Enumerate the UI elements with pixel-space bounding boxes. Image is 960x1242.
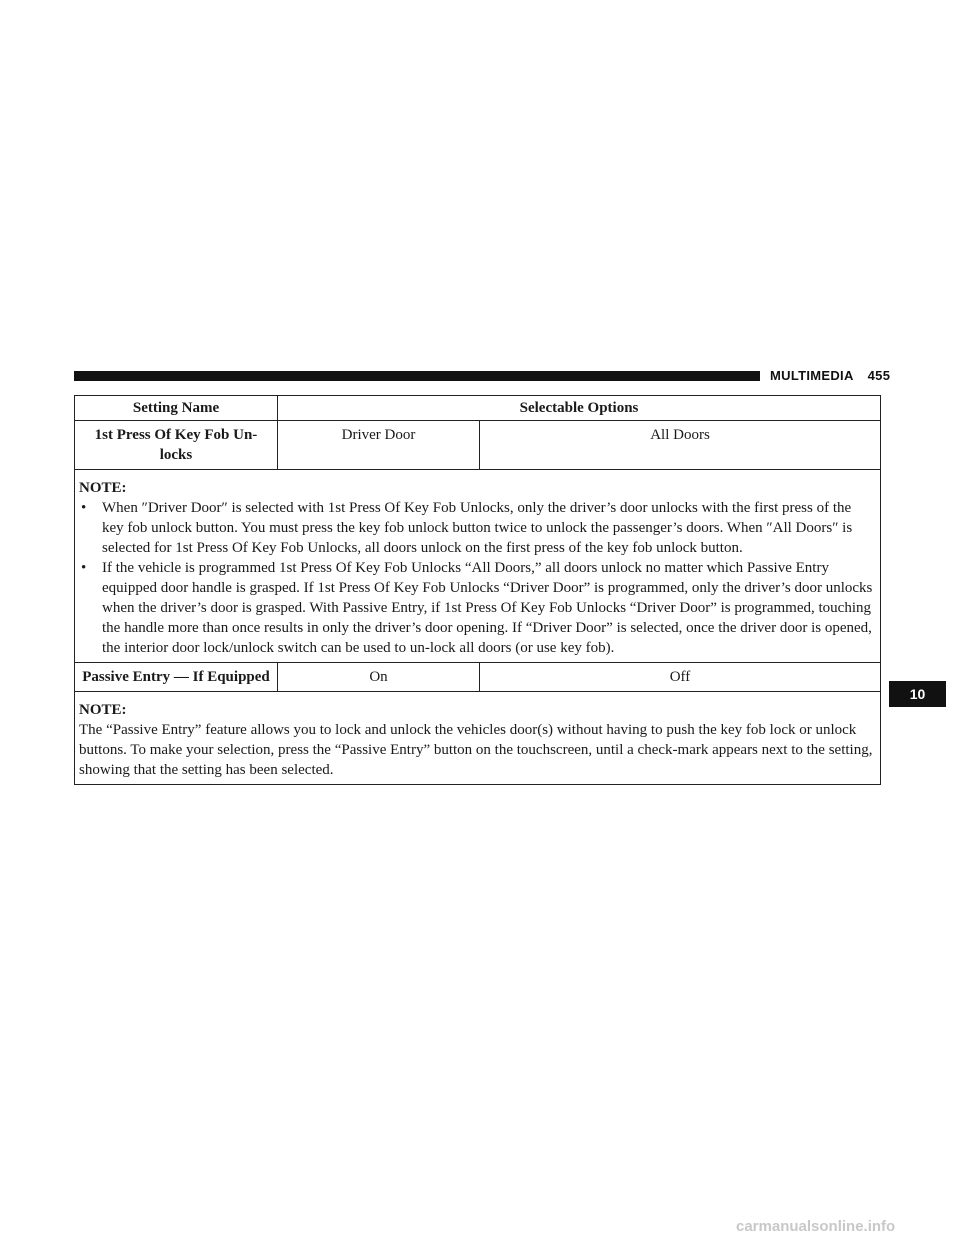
section-title: MULTIMEDIA	[770, 368, 854, 383]
table-row	[75, 663, 880, 692]
table-row	[75, 421, 880, 470]
bullet-icon: •	[81, 500, 87, 516]
option-cell: Off	[669, 669, 691, 685]
chapter-tab: 10	[889, 681, 946, 707]
watermark: carmanualsonline.info	[736, 1218, 896, 1235]
note-block	[75, 692, 880, 784]
setting-name-cell: Passive Entry — If Equipped	[75, 663, 278, 691]
note-title: NOTE:	[79, 702, 127, 718]
option-cell: On	[278, 663, 480, 691]
note-text: The “Passive Entry” feature allows you to lock and unlock the vehicles door(s) without having to push the key fob lock or unlock buttons. To make your selection, press the “Passive Entry” button on the touchscreen, until a check-mark appears next to the setting, showing that the setting has been selected.	[79, 722, 873, 778]
setting-name-cell: 1st Press Of Key Fob Un-locks	[75, 421, 278, 469]
column-header-selectable-options: Selectable Options	[519, 400, 639, 416]
note-block	[75, 470, 880, 662]
note-row	[75, 470, 880, 663]
option-cell: Driver Door	[278, 421, 480, 469]
list-item	[79, 498, 874, 558]
column-header-setting-name: Setting Name	[75, 396, 278, 420]
bullet-icon: •	[81, 560, 87, 576]
note-title: NOTE:	[79, 480, 127, 496]
note-row	[75, 692, 880, 784]
page-number: 455	[867, 368, 891, 383]
header-rule	[74, 371, 760, 381]
option-cell: All Doors	[650, 427, 710, 443]
list-item	[79, 558, 874, 658]
table-header-row	[75, 396, 880, 421]
settings-table	[74, 395, 881, 785]
running-header	[770, 368, 890, 383]
bullet-text: If the vehicle is programmed 1st Press Of Key Fob Unlocks “All Doors,” all doors unlock no matter which Passive Entry equipped door handle is grasped. If 1st Press Of Key Fob Unlocks “Driver Door” is programmed, only the driver’s door unlocks when the driver’s door is grasped. With Passive Entry, if 1st Press Of Key Fob Unlocks “Driver Door” is programmed, touching the handle more than once results in only the driver’s door opening. If “Driver Door” is selected, once the driver door is opened, the interior door lock/unlock switch can be used to un-lock all doors (or use key fob).	[102, 560, 873, 656]
bullet-text: When ″Driver Door″ is selected with 1st Press Of Key Fob Unlocks, only the driver’s door unlocks with the first press of the key fob unlock button. You must press the key fob unlock button twice to unlock the passenger’s doors. When ″All Doors″ is selected for 1st Press Of Key Fob Unlocks, all doors unlock on the first press of the key fob unlock button.	[102, 500, 853, 556]
note-bullet-list	[79, 498, 874, 658]
